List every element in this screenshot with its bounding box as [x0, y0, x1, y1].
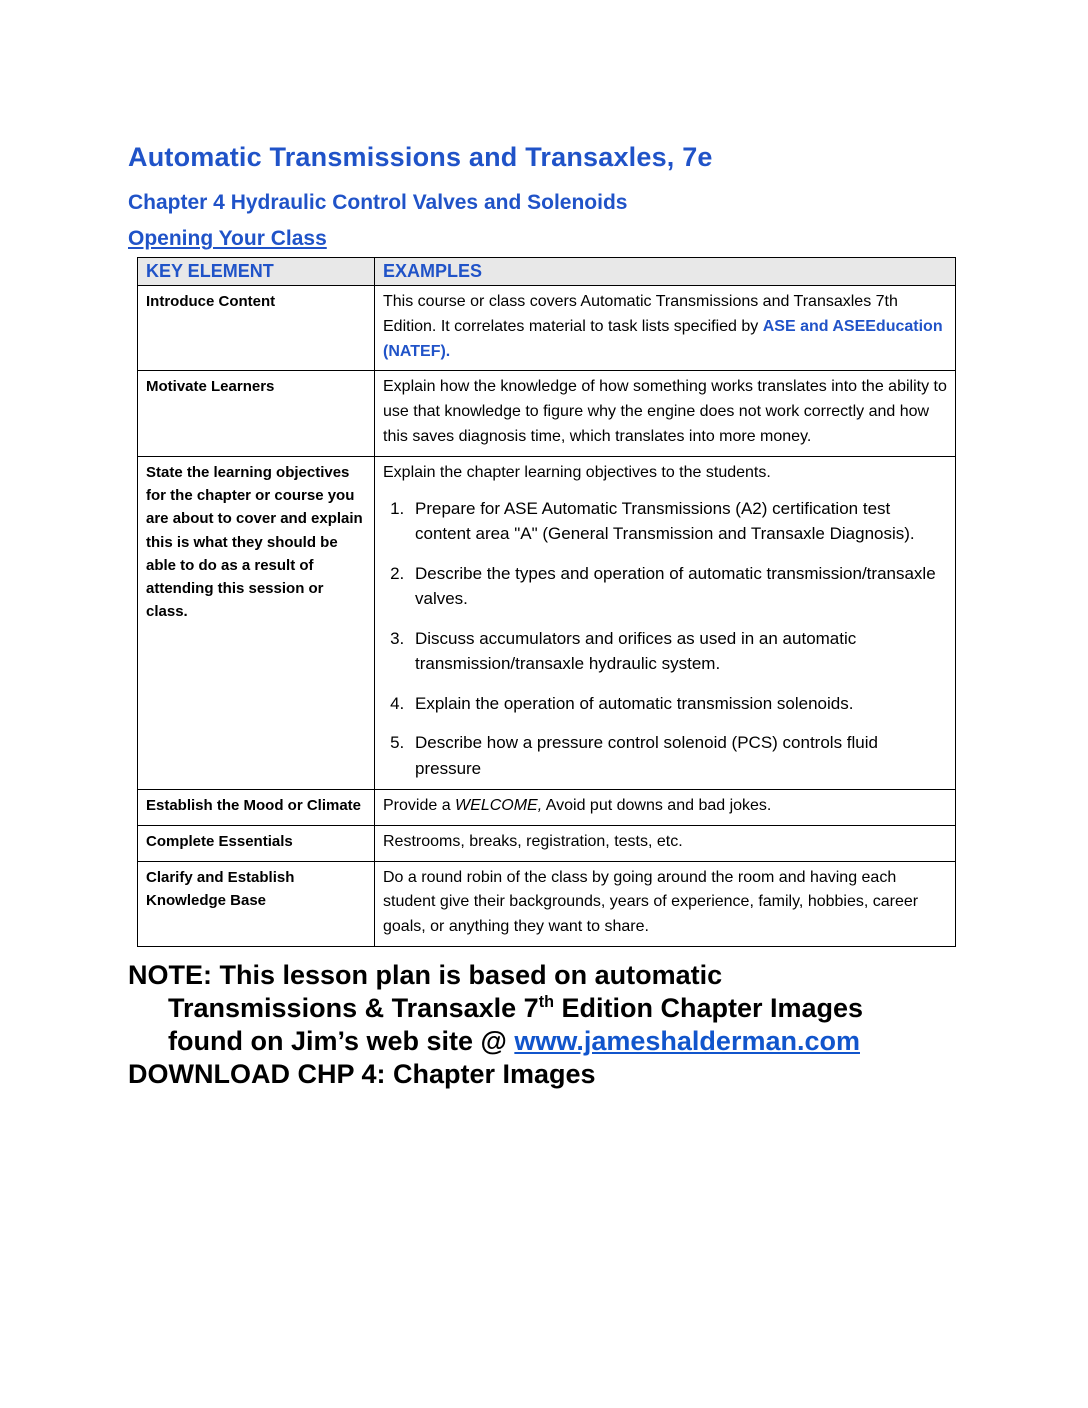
lesson-plan-table: [137, 257, 956, 947]
key-establish-mood: Establish the Mood or Climate: [138, 790, 375, 826]
note-line-3: [128, 1025, 960, 1058]
objective-item-1: 1. Prepare for ASE Automatic Transmissions (A2) certification test content area "A" (General Transmission and Transaxle Diagnosis).: [409, 496, 947, 547]
key-clarify-knowledge: Clarify and Establish Knowledge Base: [138, 861, 375, 946]
example-introduce-content: [375, 286, 956, 371]
table-row-motivate-learners: [138, 371, 956, 456]
table-row-learning-objectives: [138, 456, 956, 789]
chapter-subtitle: Chapter 4 Hydraulic Control Valves and Solenoids: [128, 191, 628, 214]
col-header-key-element: KEY ELEMENT: [138, 258, 375, 286]
example-motivate-learners: Explain how the knowledge of how something works translates into the ability to use that knowledge to figure why the engine does not work correctly and how this saves diagnosis time, which translates into more money.: [375, 371, 956, 456]
note-line-2: [128, 992, 960, 1025]
key-learning-objectives: State the learning objectives for the chapter or course you are about to cover and explain this is what they should be able to do as a result of attending this session or class.: [138, 456, 375, 789]
objective-item-4: 4. Explain the operation of automatic transmission solenoids.: [409, 691, 947, 717]
example-clarify-knowledge: Do a round robin of the class by going around the room and having each student give their backgrounds, years of experience, family, hobbies, career goals, or anything they want to share.: [375, 861, 956, 946]
note-line-4-download: DOWNLOAD CHP 4: Chapter Images: [128, 1058, 596, 1089]
table-header-row: [138, 258, 956, 286]
example-highlight-ase: ASE and ASEEducation (NATEF).: [383, 317, 943, 360]
note-line-1: NOTE: This lesson plan is based on automatic: [128, 960, 723, 991]
page-title: Automatic Transmissions and Transaxles, 7e: [128, 142, 713, 172]
key-motivate-learners: Motivate Learners: [138, 371, 375, 456]
objectives-list: [383, 496, 947, 782]
example-text-pre: Provide a: [383, 797, 456, 815]
example-text: This course or class covers Automatic Transmissions and Transaxles 7th Edition. It correlates material to task lists specified by: [383, 293, 898, 335]
objective-item-5: 5. Describe how a pressure control solenoid (PCS) controls fluid pressure: [409, 730, 947, 781]
col-header-examples: EXAMPLES: [375, 258, 956, 286]
objective-item-2: 2. Describe the types and operation of automatic transmission/transaxle valves.: [409, 561, 947, 612]
note-line-2-post: Edition Chapter Images: [553, 993, 864, 1023]
objective-item-3: 3. Discuss accumulators and orifices as used in an automatic transmission/transaxle hydraulic system.: [409, 626, 947, 677]
table-row-complete-essentials: [138, 825, 956, 861]
key-introduce-content: Introduce Content: [138, 286, 375, 371]
example-text-post: Avoid put downs and bad jokes.: [542, 797, 772, 815]
note-line-2-pre: Transmissions & Transaxle 7: [168, 993, 539, 1023]
section-heading: Opening Your Class: [128, 227, 327, 250]
key-complete-essentials: Complete Essentials: [138, 825, 375, 861]
example-complete-essentials: Restrooms, breaks, registration, tests, etc.: [375, 825, 956, 861]
table-row-establish-mood: [138, 790, 956, 826]
example-welcome-italic: WELCOME,: [455, 797, 543, 815]
table-row-introduce-content: [138, 286, 956, 371]
note-block: [128, 959, 960, 1091]
website-link[interactable]: www.jameshalderman.com: [514, 1025, 860, 1056]
note-superscript-th: th: [538, 993, 554, 1011]
table-row-clarify-knowledge: [138, 861, 956, 946]
objectives-intro: Explain the chapter learning objectives to the students.: [383, 463, 771, 481]
example-learning-objectives: [375, 456, 956, 789]
note-line-3-pre: found on Jim’s web site @: [168, 1025, 515, 1056]
example-establish-mood: [375, 790, 956, 826]
